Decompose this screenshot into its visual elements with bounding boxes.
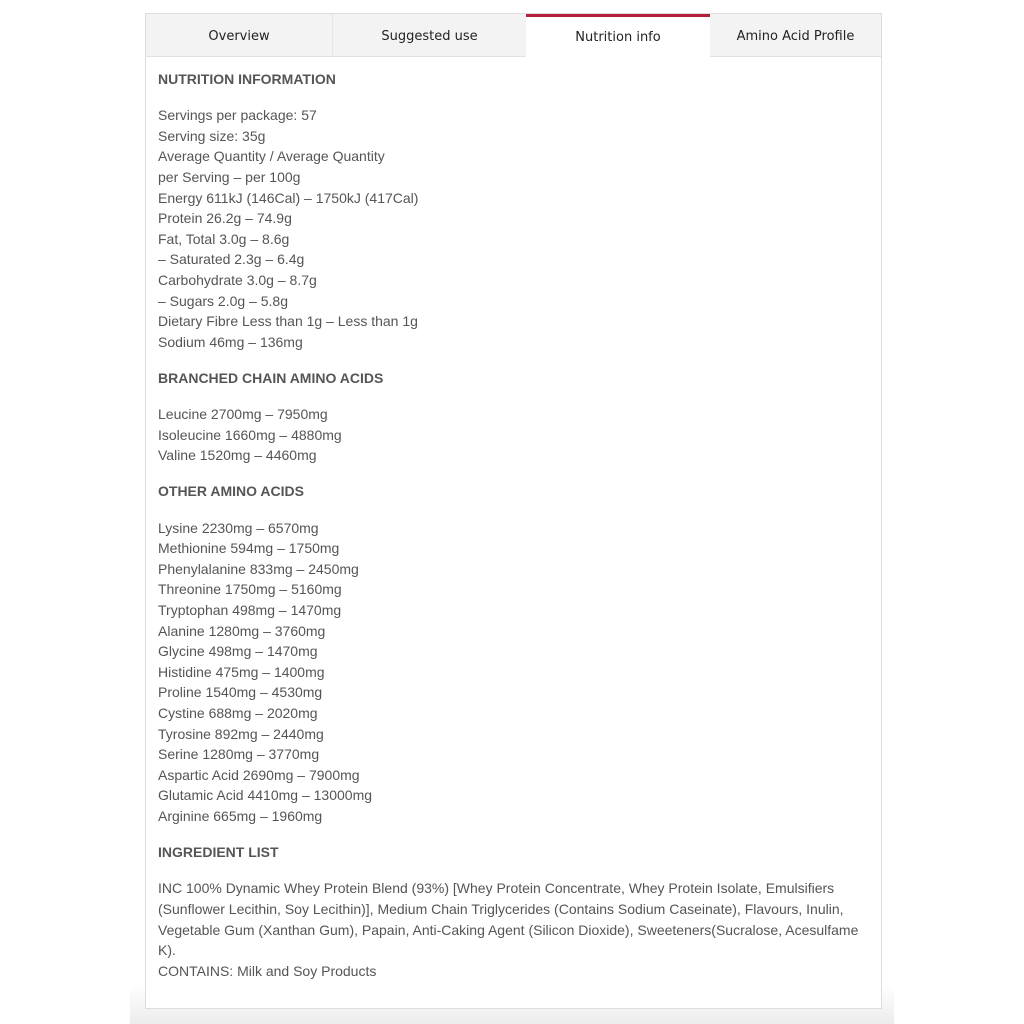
amino-line: Proline 1540mg – 4530mg xyxy=(158,684,323,701)
bcaa-list xyxy=(158,404,869,466)
tab-amino-acid-profile[interactable]: Amino Acid Profile xyxy=(736,29,855,44)
nutrition-line: per Serving – per 100g xyxy=(158,168,301,185)
amino-line: Glycine 498mg – 1470mg xyxy=(158,643,318,660)
amino-line: Tryptophan 498mg – 1470mg xyxy=(158,602,342,619)
bcaa-line: Isoleucine 1660mg – 4880mg xyxy=(158,426,342,443)
amino-line: Lysine 2230mg – 6570mg xyxy=(158,519,319,536)
bcaa-line: Valine 1520mg – 4460mg xyxy=(158,447,317,464)
tab-suggested-use[interactable]: Suggested use xyxy=(332,14,526,56)
ingredient-text: INC 100% Dynamic Whey Protein Blend (93%) [Whey Protein Concentrate, Whey Protein Isolate, Emulsifiers (Sunflower Lecithin, Soy Lecithin)], Medium Chain Triglycerides (Contains Sodium Caseinate), Flavours, Inulin, Vegetable Gum (Xanthan Gum), Papain, Anti-Caking Agent (Silicon Dioxide), Sweeteners(Sucralose, Acesulfame K). xyxy=(158,880,859,959)
nutrition-list xyxy=(158,105,869,352)
amino-line: Threonine 1750mg – 5160mg xyxy=(158,581,342,598)
tab-bar xyxy=(146,14,881,57)
amino-line: Tyrosine 892mg – 2440mg xyxy=(158,725,324,742)
amino-line: Aspartic Acid 2690mg – 7900mg xyxy=(158,766,360,783)
nutrition-heading: NUTRITION INFORMATION xyxy=(158,71,336,87)
nutrition-line: Protein 26.2g – 74.9g xyxy=(158,210,292,227)
product-info-panel xyxy=(145,13,882,1009)
nutrition-line: Fat, Total 3.0g – 8.6g xyxy=(158,230,290,247)
ingredient-block xyxy=(158,878,869,981)
nutrition-line: Serving size: 35g xyxy=(158,127,266,144)
bcaa-heading: BRANCHED CHAIN AMINO ACIDS xyxy=(158,369,384,386)
amino-line: Histidine 475mg – 1400mg xyxy=(158,663,325,680)
nutrition-line: – Sugars 2.0g – 5.8g xyxy=(158,292,288,309)
other-amino-list xyxy=(158,518,869,827)
ingredient-heading: INGREDIENT LIST xyxy=(158,844,279,861)
nutrition-line: Sodium 46mg – 136mg xyxy=(158,333,303,350)
bcaa-line: Leucine 2700mg – 7950mg xyxy=(158,406,328,423)
nutrition-line: Dietary Fibre Less than 1g – Less than 1g xyxy=(158,313,418,330)
other-amino-heading: OTHER AMINO ACIDS xyxy=(158,483,304,500)
amino-line: Alanine 1280mg – 3760mg xyxy=(158,622,326,639)
nutrition-line: Carbohydrate 3.0g – 8.7g xyxy=(158,271,317,288)
amino-line: Cystine 688mg – 2020mg xyxy=(158,705,318,721)
amino-line: Serine 1280mg – 3770mg xyxy=(158,746,320,763)
amino-line: Arginine 665mg – 1960mg xyxy=(158,807,323,824)
nutrition-line: Energy 611kJ (146Cal) – 1750kJ (417Cal) xyxy=(158,189,419,206)
tab-nutrition-info[interactable]: Nutrition info xyxy=(526,14,710,57)
allergen-text: CONTAINS: Milk and Soy Products xyxy=(158,962,377,979)
tab-overview[interactable]: Overview xyxy=(208,29,270,44)
amino-line: Phenylalanine 833mg – 2450mg xyxy=(158,560,359,577)
nutrition-line: Average Quantity / Average Quantity xyxy=(158,148,385,165)
amino-line: Methionine 594mg – 1750mg xyxy=(158,540,340,557)
nutrition-line: – Saturated 2.3g – 6.4g xyxy=(158,251,305,268)
tab-content xyxy=(146,57,881,981)
nutrition-line: Servings per package: 57 xyxy=(158,107,317,124)
amino-line: Glutamic Acid 4410mg – 13000mg xyxy=(158,787,373,804)
